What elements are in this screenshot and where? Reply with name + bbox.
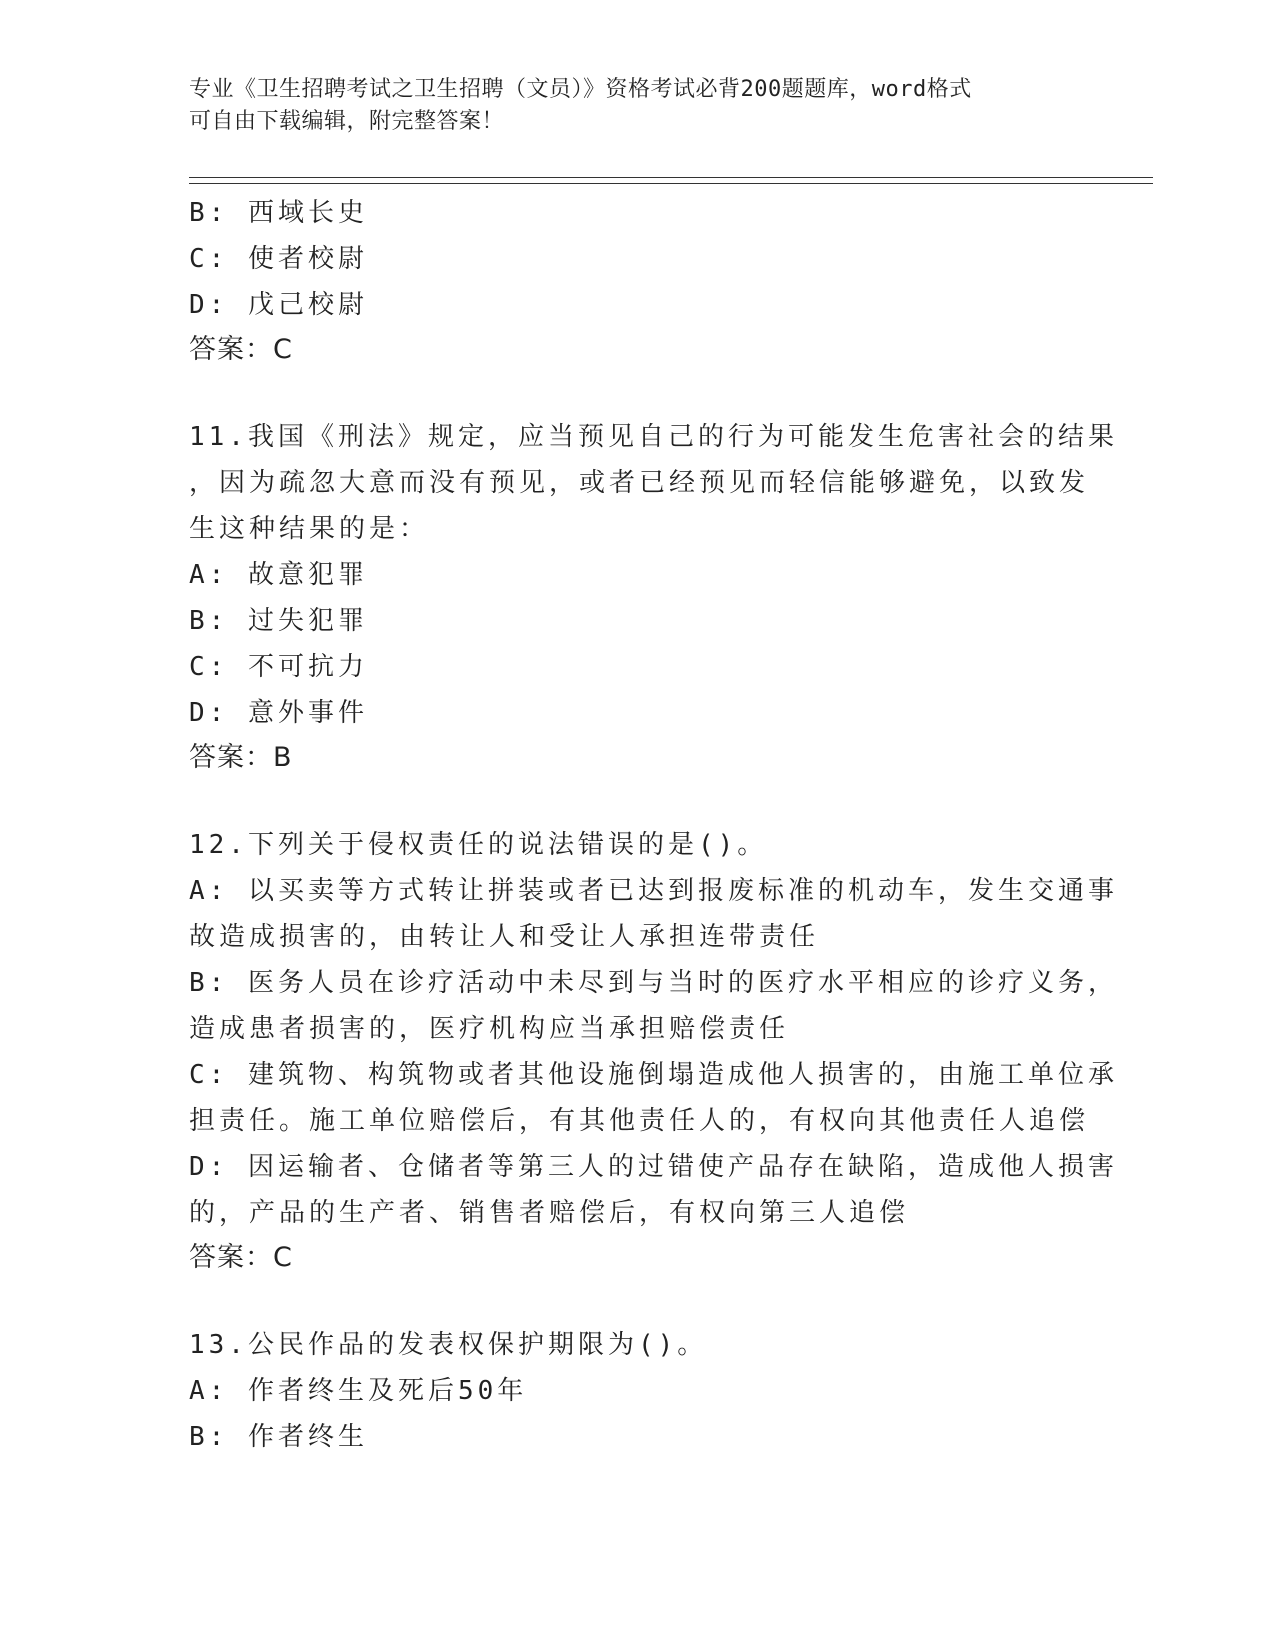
spacer [189, 780, 1089, 822]
question-stem-line: 11.我国《刑法》规定，应当预见自己的行为可能发生危害社会的结果 [189, 422, 1118, 452]
answer-label: 答案：B [189, 742, 293, 773]
answer-label: 答案：C [189, 334, 293, 365]
option-a-line-1: A: 以买卖等方式转让拼装或者已达到报废标准的机动车，发生交通事 [189, 876, 1118, 906]
document-header [189, 74, 1089, 138]
question-11 [189, 414, 1118, 780]
option-a-line-2: 故造成损害的，由转让人和受让人承担连带责任 [189, 922, 820, 952]
option-b: B: 作者终生 [189, 1422, 368, 1452]
option-a: A: 故意犯罪 [189, 560, 368, 590]
question-13 [189, 1322, 1089, 1460]
header-line-1: 专业《卫生招聘考试之卫生招聘（文员）》资格考试必背200题题库，word格式 [189, 77, 972, 102]
question-12 [189, 822, 1118, 1280]
option-d-line-1: D: 因运输者、仓储者等第三人的过错使产品存在缺陷，造成他人损害 [189, 1152, 1118, 1182]
option-b: B: 西域长史 [189, 198, 368, 228]
question-10-tail [189, 190, 1089, 372]
option-d: D: 意外事件 [189, 698, 368, 728]
header-divider-top [189, 177, 1153, 178]
option-b-line-1: B: 医务人员在诊疗活动中未尽到与当时的医疗水平相应的诊疗义务， [189, 968, 1118, 998]
answer-label: 答案：C [189, 1242, 293, 1273]
option-c: C: 使者校尉 [189, 244, 368, 274]
question-stem-line: 生这种结果的是： [189, 514, 430, 544]
option-b-line-2: 造成患者损害的，医疗机构应当承担赔偿责任 [189, 1014, 790, 1044]
spacer [189, 372, 1089, 414]
option-d: D: 戊己校尉 [189, 290, 368, 320]
question-list [189, 190, 1118, 1460]
option-c: C: 不可抗力 [189, 652, 368, 682]
option-a: A: 作者终生及死后50年 [189, 1376, 528, 1406]
header-divider-bottom [189, 183, 1153, 184]
spacer [189, 1280, 1089, 1322]
question-stem-line: ，因为疏忽大意而没有预见，或者已经预见而轻信能够避免，以致发 [189, 468, 1090, 498]
header-line-2: 可自由下载编辑，附完整答案！ [189, 109, 505, 134]
question-stem-line: 13.公民作品的发表权保护期限为()。 [189, 1330, 708, 1360]
option-c-line-2: 担责任。施工单位赔偿后，有其他责任人的，有权向其他责任人追偿 [189, 1106, 1090, 1136]
question-stem-line: 12.下列关于侵权责任的说法错误的是()。 [189, 830, 768, 860]
option-b: B: 过失犯罪 [189, 606, 368, 636]
option-c-line-1: C: 建筑物、构筑物或者其他设施倒塌造成他人损害的，由施工单位承 [189, 1060, 1118, 1090]
option-d-line-2: 的，产品的生产者、销售者赔偿后，有权向第三人追偿 [189, 1198, 910, 1228]
